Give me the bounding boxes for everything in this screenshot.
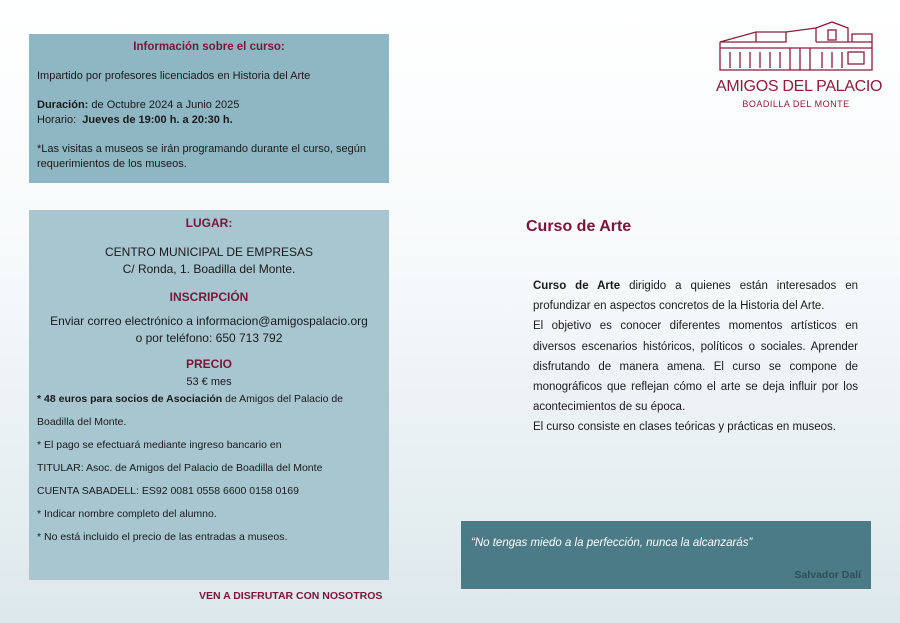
registration-title: INSCRIPCIÓN: [169, 290, 249, 304]
full-name-note: * Indicar nombre completo del alumno.: [37, 508, 217, 520]
course-description: [533, 276, 858, 438]
duration-label: Duración:: [37, 99, 89, 111]
schedule-line: [37, 113, 381, 128]
course-title: Curso de Arte: [526, 218, 632, 235]
logo-name: AMIGOS DEL PALACIO: [716, 78, 883, 95]
course-lead-rest: dirigido a quienes están interesados en profundizar en aspectos concretos de la Historia del Arte.: [533, 280, 858, 313]
location-title: LUGAR:: [185, 216, 233, 230]
price-details: [37, 388, 381, 549]
price-amount: 53 € mes: [186, 376, 232, 388]
quote-text: “No tengas miedo a la perfección, nunca la alcanzarás”: [471, 537, 753, 549]
payment-line: * El pago se efectuará mediante ingreso bancario en: [37, 439, 282, 451]
taught-by-text: Impartido por profesores licenciados en Historia del Arte: [37, 70, 311, 82]
course-info-box: [29, 34, 389, 183]
members-price-bold: * 48 euros para socios de Asociación: [37, 393, 223, 405]
bank-account-line: CUENTA SABADELL: ES92 0081 0558 6600 0158 0169: [37, 485, 299, 497]
logo-subtitle: BOADILLA DEL MONTE: [742, 99, 850, 109]
price-title: PRECIO: [185, 357, 232, 371]
members-price-line2: Boadilla del Monte.: [37, 416, 127, 428]
location-box: [29, 210, 389, 580]
palace-icon: [716, 20, 876, 78]
schedule-value: Jueves de 19:00 h. a 20:30 h.: [82, 114, 233, 126]
schedule-label: Horario:: [37, 114, 77, 126]
tickets-note: * No está incluido el precio de las entradas a museos.: [37, 531, 288, 543]
course-format-paragraph: El curso consiste en clases teóricas y prácticas en museos.: [533, 421, 836, 434]
members-price-rest: de Amigos del Palacio de: [222, 393, 344, 405]
quote-author: Salvador Dalí: [794, 569, 861, 581]
duration-value: de Octubre 2024 a Junio 2025: [91, 99, 240, 111]
quote-box: [461, 521, 871, 589]
registration-email-line: Enviar correo electrónico a informacion@amigospalacio.org: [50, 314, 368, 328]
location-address: C/ Ronda, 1. Boadilla del Monte.: [122, 262, 296, 276]
members-price-line: [37, 388, 381, 411]
course-objective-paragraph: El objetivo es conocer diferentes momentos artísticos en diversos escenarios históricos, políticos o sociales. Aprender disfrutando de manera amena. El curso se compone de monográficos que reflejan cómo el arte se deja influir por los acontecimientos de su época.: [533, 320, 858, 414]
amigos-del-palacio-logo: [716, 20, 883, 115]
course-info-title: Información sobre el curso:: [133, 41, 285, 53]
duration-line: [37, 98, 381, 113]
location-name: CENTRO MUNICIPAL DE EMPRESAS: [104, 245, 314, 259]
call-to-action-text: VEN A DISFRUTAR CON NOSOTROS: [199, 590, 383, 602]
course-lead-bold: Curso de Arte: [533, 280, 621, 292]
account-holder-line: TITULAR: Asoc. de Amigos del Palacio de Boadilla del Monte: [37, 462, 323, 474]
course-lead-paragraph: [533, 276, 858, 316]
registration-phone-line: o por teléfono: 650 713 792: [135, 331, 283, 345]
museum-visits-note: *Las visitas a museos se irán programando durante el curso, según requerimientos de los museos.: [37, 143, 366, 170]
